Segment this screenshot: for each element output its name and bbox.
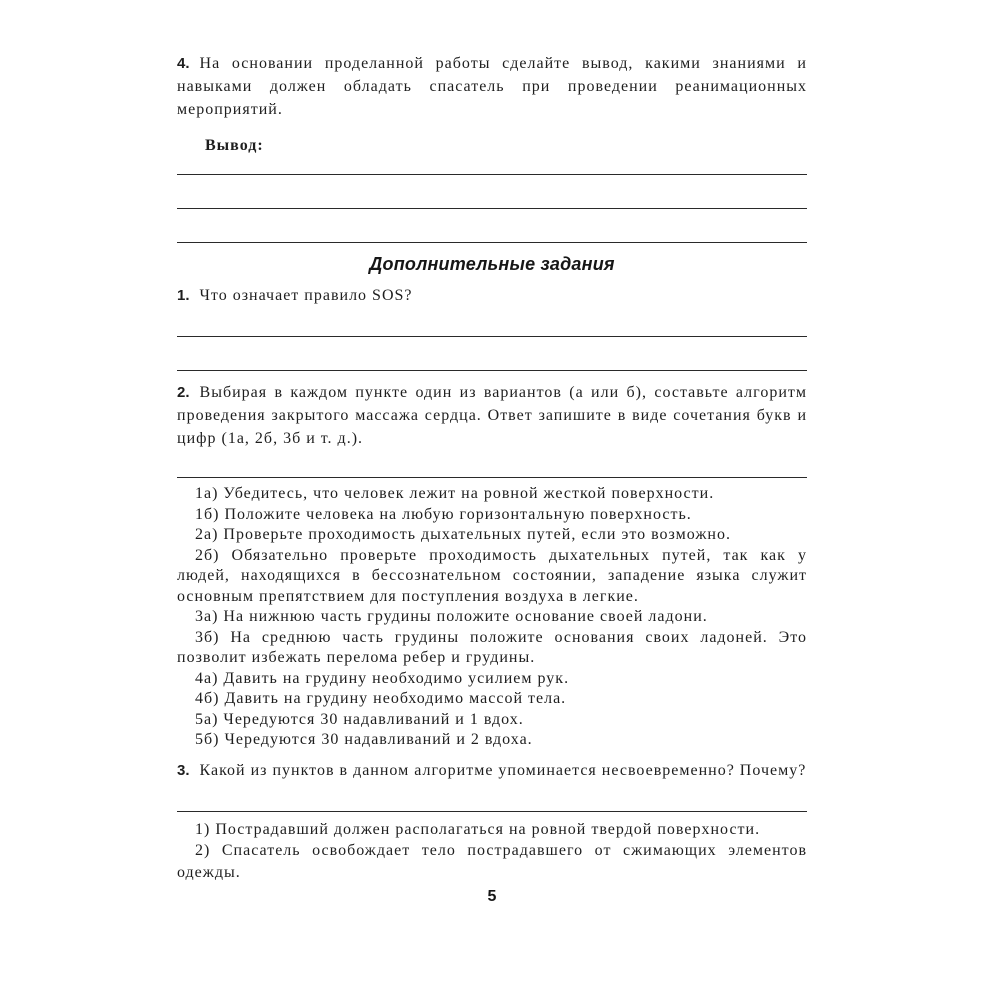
option-item: 3а) На нижнюю часть грудины положите основание своей ладони.: [195, 608, 708, 625]
option-item: 2а) Проверьте проходимость дыхательных путей, если это возможно.: [195, 526, 731, 543]
option-item: 4б) Давить на грудину необходимо массой тела.: [195, 690, 567, 707]
answer-line: [177, 307, 807, 337]
task3-answer-line: [177, 782, 807, 812]
conclusion-label: Вывод:: [205, 137, 264, 154]
conclusion-answer-lines: [177, 157, 807, 243]
answer-line: [177, 337, 807, 371]
task1-paragraph: [177, 284, 807, 307]
option-item: 5б) Чередуются 30 надавливаний и 2 вдоха.: [195, 731, 533, 748]
task2-answer-line: [177, 450, 807, 478]
task3-paragraph: [177, 759, 807, 782]
task3-statements: [177, 819, 807, 884]
task2-paragraph: [177, 381, 807, 450]
option-item: 5а) Чередуются 30 надавливаний и 1 вдох.: [195, 710, 524, 728]
task3-number: 3.: [177, 761, 190, 779]
option-item: 2б) Обязательно проверьте проходимость дыхательных путей, так как у людей, находящихся в бессознательном состоянии, западение языка служит основным препятствием для поступления воздуха в легкие.: [177, 546, 807, 605]
task4-number: 4.: [177, 55, 190, 72]
option-item: 1б) Положите человека на любую горизонтальную поверхность.: [195, 505, 692, 523]
task2-number: 2.: [177, 384, 190, 401]
option-item: 4а) Давить на грудину необходимо усилием рук.: [195, 669, 570, 687]
answer-line: [177, 782, 807, 812]
task3-question: Какой из пунктов в данном алгоритме упоминается несвоевременно? Почему?: [199, 761, 807, 779]
task2-instruction: Выбирая в каждом пункте один из вариантов (а или б), составьте алгоритм проведения закрытого массажа сердца. Ответ запишите в виде сочетания букв и цифр (1а, 2б, 3б и т. д.).: [177, 384, 807, 447]
task1-question: Что означает правило SOS?: [199, 287, 413, 304]
statement-item: 2) Спасатель освобождает тело пострадавшего от сжимающих элементов одежды.: [177, 842, 807, 881]
answer-line: [177, 175, 807, 209]
answer-line: [177, 209, 807, 243]
statement-item: 1) Пострадавший должен располагаться на ровной твердой поверхности.: [195, 820, 761, 838]
task1-answer-lines: [177, 307, 807, 371]
task2-options-list: [177, 484, 807, 751]
option-item: 3б) На среднюю часть грудины положите основания своих ладоней. Это позволит избежать перелома ребер и грудины.: [177, 628, 807, 666]
task4-paragraph: [177, 52, 807, 121]
option-item: 1а) Убедитесь, что человек лежит на ровной жесткой поверхности.: [195, 485, 715, 502]
answer-line: [177, 157, 807, 175]
task4-text: На основании проделанной работы сделайте вывод, какими знаниями и навыками должен обладать спасатель при проведении реанимационных мероприятий.: [177, 55, 807, 118]
answer-line: [177, 450, 807, 478]
page-number: 5: [487, 888, 497, 905]
section-heading: Дополнительные задания: [369, 254, 615, 274]
page-content: [177, 52, 807, 907]
task1-number: 1.: [177, 287, 190, 304]
